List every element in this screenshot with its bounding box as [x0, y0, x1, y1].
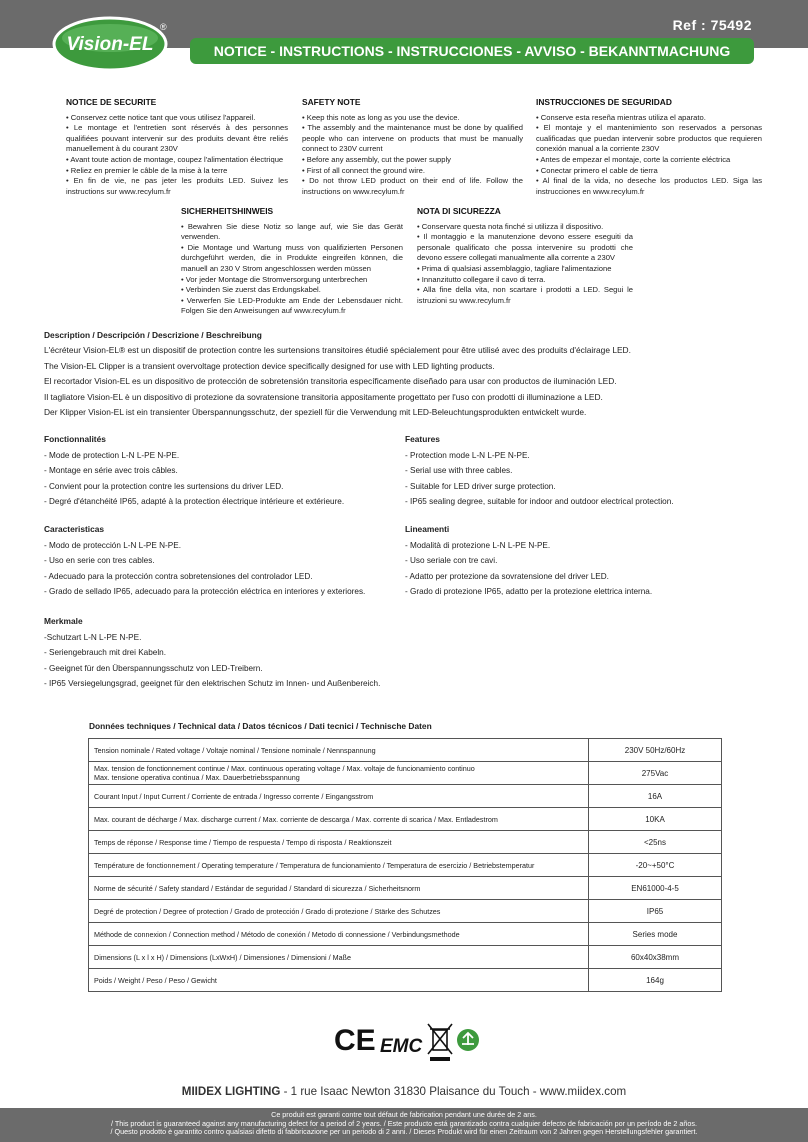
spec-label: Norme de sécurité / Safety standard / Estándar de seguridad / Standard di sicurezza / Sicherheitsnorm [89, 877, 589, 900]
spec-label: Poids / Weight / Peso / Peso / Gewicht [89, 969, 589, 992]
feature-item: - Adatto per protezione da sovratensione del driver LED. [405, 571, 609, 581]
spec-value: <25ns [589, 831, 722, 854]
safety-note-en [302, 97, 523, 197]
feature-item: - Modo de protección L-N L-PE N-PE. [44, 540, 181, 550]
spec-label: Température de fonctionnement / Operating temperature / Temperatura de funcionamiento / Temperatura de esercizio / Betriebstemperatur [89, 854, 589, 877]
feature-item: - Convient pour la protection contre les surtensions du driver LED. [44, 481, 284, 491]
feature-item: - Serial use with three cables. [405, 466, 513, 476]
safety-note-es [536, 97, 762, 197]
description-line: The Vision-EL Clipper is a transient overvoltage protection device specifically designed for use with LED lighting products. [44, 360, 495, 371]
reference-number: Ref : 75492 [672, 17, 752, 33]
technical-data-title: Données techniques / Technical data / Datos técnicos / Dati tecnici / Technische Daten [89, 721, 432, 731]
spec-label: Tension nominale / Rated voltage / Voltaje nominal / Tensione nominale / Nennspannung [89, 739, 589, 762]
description-section [44, 328, 764, 420]
safety-text-es: • Conserve esta reseña mientras utiliza el aparato. • El montaje y el mantenimiento son reservados a personas cualificadas que puedan intervenir sobre productos que requieren conexión manual a la corriente 230V • Antes de empezar el montaje, corte la corriente eléctrica • Conectar primero el cable de tierra • Al final de la vida, no deseche los productos LED. Siga las instrucciones en www.recylum.fr [536, 112, 762, 196]
feature-item: - Adecuado para la protección contra sobretensiones del controlador LED. [44, 571, 313, 581]
feature-item: - Protection mode L-N L-PE N-PE. [405, 450, 530, 460]
safety-text-it: • Conservare questa nota finché si utilizza il dispositivo. • Il montaggio e la manutenzione devono essere eseguiti da personale qualificato che possa intervenire su prodotti che devono essere collegati manualmente alla corrente a 230V • Prima di qualsiasi assemblaggio, tagliare l'alimentazione • Innanzitutto collegare il cavo di terra. • Alla fine della vita, non scartare i prodotti a LED. Segui le istruzioni su www.recylum.fr [417, 221, 633, 305]
safety-text-en: • Keep this note as long as you use the device. • The assembly and the maintenance must be done by qualified people who can intervene on products that must be manually connect to 230V current • Before any assembly, cut the power supply • First of all connect the ground wire. • Do not throw LED product on their end of life. Follow the instructions on www.recylum.fr [302, 112, 523, 196]
spec-value: Series mode [589, 923, 722, 946]
spec-label: Temps de réponse / Response time / Tiempo de respuesta / Tempo di risposta / Reaktionszeit [89, 831, 589, 854]
emc-mark: EMC [380, 1036, 423, 1057]
feature-item: - Uso en serie con tres cables. [44, 556, 155, 566]
guarantee-line: / This product is guaranteed against any manufacturing defect for a period of 2 years. / Este producto está garantizado contra cualquier defecto de fabricación por un período de 2 años. [110, 1118, 697, 1128]
features-title-en: Features [405, 434, 440, 444]
document-title: NOTICE - INSTRUCTIONS - INSTRUCCIONES - AVVISO - BEKANNTMACHUNG [213, 43, 731, 59]
spec-label: Méthode de connexion / Connection method / Método de conexión / Metodo di connessione / Verbindungsmethode [89, 923, 589, 946]
safety-note-fr [66, 97, 288, 197]
description-line: Der Klipper Vision-EL ist ein transienter Überspannungsschutz, der speziell für die Verwendung mit LED-Beleuchtungsprodukten entwickelt wurde. [44, 407, 587, 418]
feature-item: - Suitable for LED driver surge protection. [405, 481, 556, 491]
feature-item: - IP65 Versiegelungsgrad, geeignet für den elektrischen Schutz im Innen- und Außenbereich. [44, 679, 381, 689]
feature-item: - Uso seriale con tre cavi. [405, 556, 498, 566]
table-row [89, 969, 722, 992]
features-it [405, 522, 765, 600]
feature-item: - Mode de protection L-N L-PE N-PE. [44, 450, 180, 460]
safety-title-es: INSTRUCCIONES DE SEGURIDAD [536, 97, 672, 107]
spec-label: Degré de protection / Degree of protection / Grado de protección / Grado di protezione / Stärke des Schutzes [89, 900, 589, 923]
table-row [89, 923, 722, 946]
features-title-es: Caracteristicas [44, 524, 105, 534]
features-es [44, 522, 399, 600]
safety-title-en: SAFETY NOTE [302, 97, 361, 107]
svg-text:®: ® [160, 22, 167, 32]
guarantee-line: Ce produit est garanti contre tout défaut de fabrication pendant une durée de 2 ans. [271, 1110, 537, 1119]
company-footer [0, 1085, 808, 1098]
safety-title-it: NOTA DI SICUREZZA [417, 206, 501, 216]
table-row [89, 785, 722, 808]
spec-value: IP65 [589, 900, 722, 923]
features-fr [44, 432, 394, 510]
spec-label: Max. courant de décharge / Max. discharge current / Max. corriente de descarga / Max. corrente di scarica / Max. Entladestrom [89, 808, 589, 831]
feature-item: - IP65 sealing degree, suitable for indoor and outdoor electrical protection. [405, 497, 674, 507]
spec-value: 275Vac [589, 762, 722, 785]
table-row [89, 854, 722, 877]
table-row [89, 808, 722, 831]
description-title: Description / Descripción / Descrizione / Beschreibung [44, 330, 262, 340]
safety-text-de: • Bewahren Sie diese Notiz so lange auf, wie Sie das Gerät verwenden. • Die Montage und Wartung muss von qualifizierten Personen durchgeführt werden, die in Produkte eingreifen können, die manuell an 230 V Strom angeschlossen werden müssen • Vor jeder Montage die Stromversorgung unterbrechen • Verbinden Sie zuerst das Erdungskabel. • Verwerfen Sie LED-Produkte am Ende der Lebensdauer nicht. Folgen Sie den Anweisungen auf www.recylum.fr [181, 221, 403, 316]
recycle-icon [457, 1029, 479, 1051]
spec-label: Courant Input / Input Current / Corriente de entrada / Ingresso corrente / Eingangsstrom [89, 785, 589, 808]
spec-label: Max. tension de fonctionnement continue / Max. continuous operating voltage / Max. voltaje de funcionamiento continuo Max. tensione operativa continua / Max. Dauerbetriebsspannung [89, 762, 589, 785]
vision-el-logo [52, 14, 170, 74]
spec-value: EN61000-4-5 [589, 877, 722, 900]
spec-value: 60x40x38mm [589, 946, 722, 969]
certification-marks [332, 1018, 492, 1062]
spec-value: 10KA [589, 808, 722, 831]
table-row [89, 946, 722, 969]
title-banner [190, 38, 754, 64]
weee-bin-icon [428, 1024, 452, 1061]
ce-mark: CE [334, 1024, 376, 1057]
description-line: El recortador Vision-EL es un dispositivo de protección de sobretensión transitoria específicamente diseñado para usar con productos de iluminación LED. [44, 376, 617, 387]
features-title-de: Merkmale [44, 616, 83, 626]
guarantee-bar [0, 1108, 808, 1142]
spec-value: 164g [589, 969, 722, 992]
description-line: L'écréteur Vision-EL® est un dispositif de protection contre les surtensions transitoires étudié spécialement pour être utilisé avec des produits d'éclairage LED. [44, 345, 631, 356]
table-row [89, 739, 722, 762]
feature-item: - Degré d'étanchéité IP65, adapté à la protection électrique intérieure et extérieure. [44, 497, 345, 507]
safety-title-de: SICHERHEITSHINWEIS [181, 206, 274, 216]
guarantee-line: / Questo prodotto è garantito contro qualsiasi difetto di fabbricazione per un periodo di 2 anni. / Dieses Produkt wird für einen Zeitraum von 2 Jahren gegen Herstellungsfehler garantiert. [110, 1127, 698, 1137]
spec-value: 16A [589, 785, 722, 808]
feature-item: -Schutzart L-N L-PE N-PE. [44, 632, 142, 642]
safety-title-fr: NOTICE DE SECURITE [66, 97, 157, 107]
safety-note-de [181, 206, 403, 317]
feature-item: - Seriengebrauch mit drei Kabeln. [44, 648, 166, 658]
feature-item: - Geeignet für den Überspannungsschutz von LED-Treibern. [44, 663, 263, 673]
feature-item: - Grado de sellado IP65, adecuado para la protección eléctrica en interiores y exteriores. [44, 587, 366, 597]
safety-note-it [417, 206, 633, 306]
description-line: Il tagliatore Vision-EL è un dispositivo di protezione da sovratensione transitoria appositamente progettato per l'uso con prodotti di illuminazione a LED. [44, 391, 603, 402]
features-title-fr: Fonctionnalités [44, 434, 106, 444]
company-name: MIIDEX LIGHTING [181, 1085, 281, 1098]
company-address: - 1 rue Isaac Newton 31830 Plaisance du Touch - www.miidex.com [280, 1085, 627, 1098]
logo-brand-text: Vision-EL [66, 34, 154, 55]
table-row [89, 762, 722, 785]
spec-value: -20~+50°C [589, 854, 722, 877]
features-en [405, 432, 765, 510]
spec-value: 230V 50Hz/60Hz [589, 739, 722, 762]
technical-data-table [88, 738, 722, 992]
table-row [89, 900, 722, 923]
feature-item: - Montage en série avec trois câbles. [44, 466, 178, 476]
spec-label: Dimensions (L x l x H) / Dimensions (LxWxH) / Dimensiones / Dimensioni / Maße [89, 946, 589, 969]
table-row [89, 877, 722, 900]
features-title-it: Lineamenti [405, 524, 450, 534]
feature-item: - Modalità di protezione L-N L-PE N-PE. [405, 540, 551, 550]
table-row [89, 831, 722, 854]
features-de [44, 614, 444, 692]
safety-text-fr: • Conservez cette notice tant que vous utilisez l'appareil. • Le montage et l'entretien sont réservés à des personnes qualifiées pouvant intervenir sur des produits devant être reliés manuellement à du courant 230V • Avant toute action de montage, coupez l'alimentation électrique • Reliez en premier le câble de la mise à la terre • En fin de vie, ne pas jeter les produits LED. Suivez les instructions sur www.recylum.fr [66, 112, 288, 196]
feature-item: - Grado di protezione IP65, adatto per la protezione elettrica interna. [405, 587, 653, 597]
